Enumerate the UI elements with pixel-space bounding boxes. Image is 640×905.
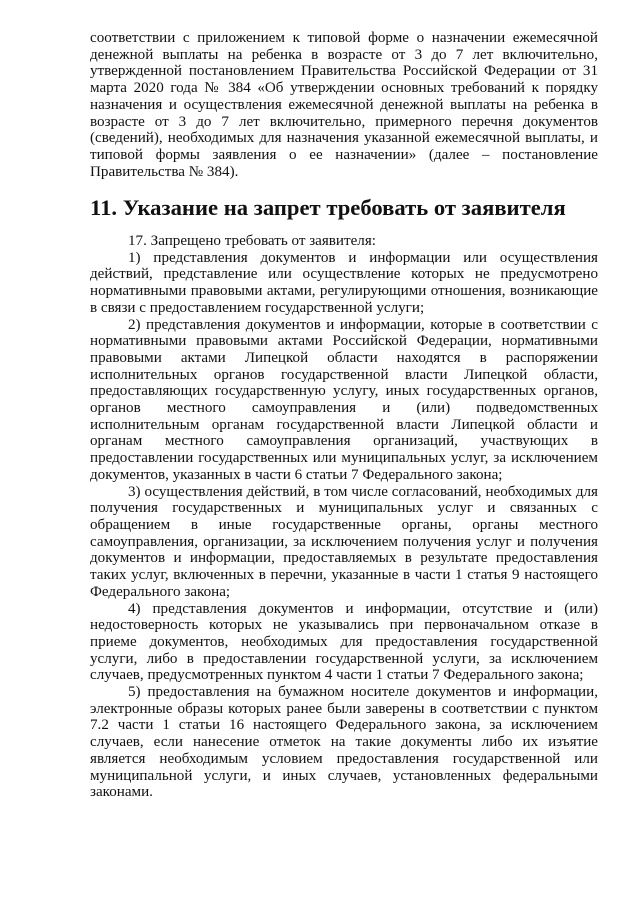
clause-item-2: 2) представления документов и информации, которые в соответствии с нормативными правовыми актами Российской Федерации, нормативными правовыми актами Липецкой области находятся в распоряжении исполнительных органов государственной власти Липецкой области, предоставляющих государственную услугу, иных государственных органов, органов местного самоуправления и (или) подведомственных исполнительным органам государственной власти Липецкой области и органам местного самоуправления организаций, участвующих в предоставлении государственных или муниципальных услуг, за исключением документов, указанных в части 6 статьи 7 Федерального закона; <box>90 316 598 483</box>
clause-item-5: 5) предоставления на бумажном носителе документов и информации, электронные образы которых ранее были заверены в соответствии с пунктом 7.2 части 1 статьи 16 настоящего Федерального закона, за исключением случаев, если нанесение отметок на такие документы либо их изъятие является необходимым условием предоставления государственной или муниципальной услуги, и иных случаев, установленных федеральными законами. <box>90 684 598 801</box>
intro-paragraph: соответствии с приложением к типовой форме о назначении ежемесячной денежной выплаты на ребенка в возрасте от 3 до 7 лет включительно, утвержденной постановлением Правительства Российской Федерации от 31 марта 2020 года № 384 «Об утверждении основных требований к порядку назначения и осуществления ежемесячной денежной выплаты на ребенка в возрасте от 3 до 7 лет включительно, примерного перечня документов (сведений), необходимых для назначения указанной ежемесячной выплаты, и типовой формы заявления о ее назначении» (далее – постановление Правительства № 384). <box>90 30 598 180</box>
clause-item-3: 3) осуществления действий, в том числе согласований, необходимых для получения государственных и муниципальных услуг и связанных с обращением в иные государственные органы, органы местного самоуправления, организации, за исключением получения услуг и получения документов и информации, предоставляемых в результате предоставления таких услуг, включенных в перечни, указанные в части 1 статья 9 настоящего Федерального закона; <box>90 483 598 600</box>
document-page <box>90 30 598 801</box>
section-heading: 11. Указание на запрет требовать от заявителя <box>90 195 566 221</box>
clause-item-4: 4) представления документов и информации, отсутствие и (или) недостоверность которых не указывались при первоначальном отказе в приеме документов, необходимых для предоставления государственной услуги, либо в предоставлении государственной услуги, за исключением случаев, предусмотренных пунктом 4 части 1 статьи 7 Федерального закона; <box>90 600 598 684</box>
clause-item-1: 1) представления документов и информации или осуществления действий, представление или осуществление которых не предусмотрено нормативными правовыми актами, регулирующими отношения, возникающие в связи с предоставлением государственной услуги; <box>90 249 598 316</box>
clause-intro: 17. Запрещено требовать от заявителя: <box>128 233 376 250</box>
